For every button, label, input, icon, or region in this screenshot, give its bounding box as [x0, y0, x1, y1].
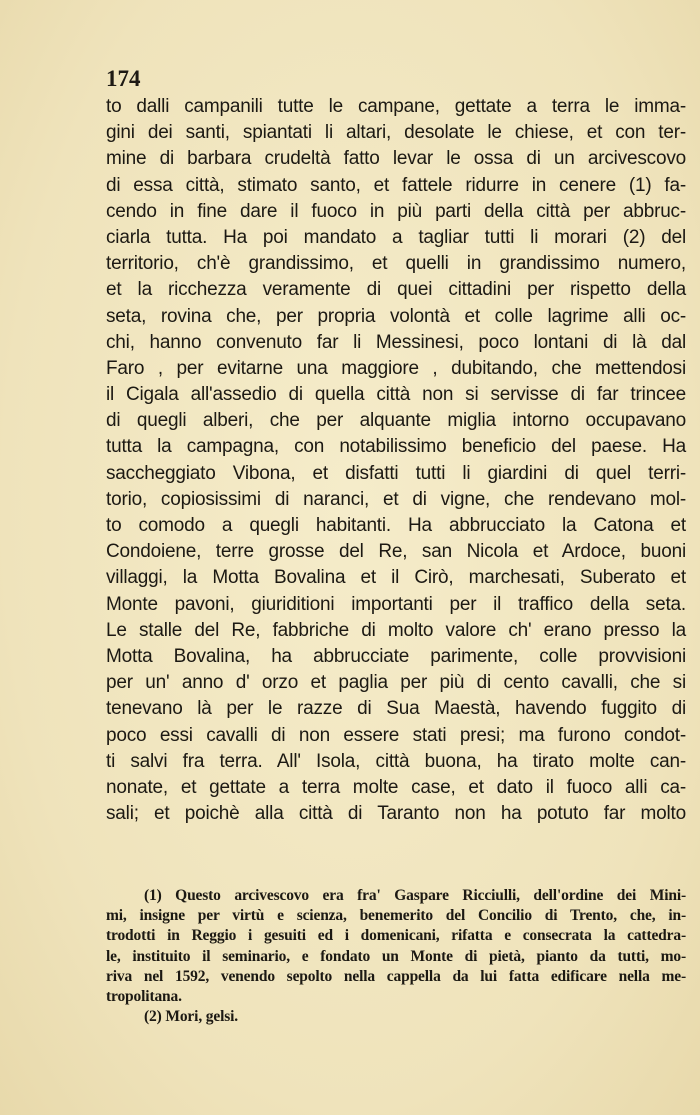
text-line: Motta Bovalina, ha abbrucciate parimente, colle provvisioni [106, 645, 686, 667]
text-line: ti salvi fra terra. All' Isola, città buona, ha tirato molte can- [106, 750, 686, 772]
text-line: territorio, ch'è grandissimo, et quelli in grandissimo numero, [106, 253, 686, 275]
text-line: to dalli campanili tutte le campane, gettate a terra le imma- [106, 96, 686, 117]
text-line: Monte pavoni, giuriditioni importanti per il traffico della seta. [106, 593, 686, 615]
text-line: seta, rovina che, per propria volontà et colle lagrime alli oc- [106, 305, 686, 327]
text-line: cendo in fine dare il fuoco in più parti della città per abbruc- [106, 200, 686, 222]
footnote-1-line: riva nel 1592, venendo sepolto nella cappella da lui fatta edificare nella me- [106, 967, 686, 985]
text-line: chi, hanno convenuto far li Messinesi, poco lontani di là dal [106, 331, 686, 353]
text-line: il Cigala all'assedio di quella città non si servisse di far trincee [106, 384, 686, 406]
footnote-1-line: le, instituito il seminario, e fondato un Monte di pietà, pianto da tutti, mo- [106, 947, 686, 965]
page-number: 174 [106, 66, 141, 91]
footnote-1-line: mi, insigne per virtù e scienza, benemerito del Concilio di Trento, che, in- [106, 907, 686, 925]
text-line: et la ricchezza veramente di quei cittadini per rispetto della [106, 279, 686, 301]
text-line: sali; et poichè alla città di Taranto non ha potuto far molto [106, 803, 686, 825]
text-line: Faro , per evitarne una maggiore , dubitando, che mettendosi [106, 357, 686, 379]
text-line: gini dei santi, spiantati li altari, desolate le chiese, et con ter- [106, 122, 686, 144]
footnote-2: (2) Mori, gelsi. [144, 1008, 239, 1026]
text-line: di essa città, stimato santo, et fattele ridurre in cenere (1) fa- [106, 174, 686, 196]
text-line: poco essi cavalli di non essere stati presi; ma furono condot- [106, 724, 686, 746]
text-line: di quegli alberi, che per alquante miglia intorno occupavano [106, 410, 686, 432]
text-line: saccheggiato Vibona, et disfatti tutti li giardini di quel terri- [106, 462, 686, 484]
text-line: per un' anno d' orzo et paglia per più di cento cavalli, che si [106, 672, 686, 694]
text-line: tutta la campagna, con notabilissimo beneficio del paese. Ha [106, 436, 686, 458]
text-line: torio, copiosissimi di naranci, et di vigne, che rendevano mol- [106, 488, 686, 510]
footnote-1-line: (1) Questo arcivescovo era fra' Gaspare Ricciulli, dell'ordine dei Mini- [144, 887, 686, 904]
text-line: mine di barbara crudeltà fatto levar le ossa di un arcivescovo [106, 148, 686, 170]
text-line: tenevano là per le razze di Sua Maestà, havendo fuggito di [106, 698, 686, 720]
footnote-1-line: tropolitana. [106, 987, 182, 1005]
main-text [106, 94, 686, 827]
footnotes [106, 886, 686, 1027]
text-line: Condoiene, terre grosse del Re, san Nicola et Ardoce, buoni [106, 541, 686, 563]
text-line: nonate, et gettate a terra molte case, et dato il fuoco alli ca- [106, 776, 686, 798]
footnote-1-line: trodotti in Reggio i gesuiti ed i domenicani, rifatta e consecrata la cattedra- [106, 927, 686, 945]
text-line: to comodo a quegli habitanti. Ha abbrucciato la Catona et [106, 515, 686, 536]
text-line: ciarla tutta. Ha poi mandato a tagliar tutti li morari (2) del [106, 226, 686, 248]
text-line: Le stalle del Re, fabbriche di molto valore ch' erano presso la [106, 619, 686, 641]
text-line: villaggi, la Motta Bovalina et il Cirò, marchesati, Suberato et [106, 567, 686, 589]
